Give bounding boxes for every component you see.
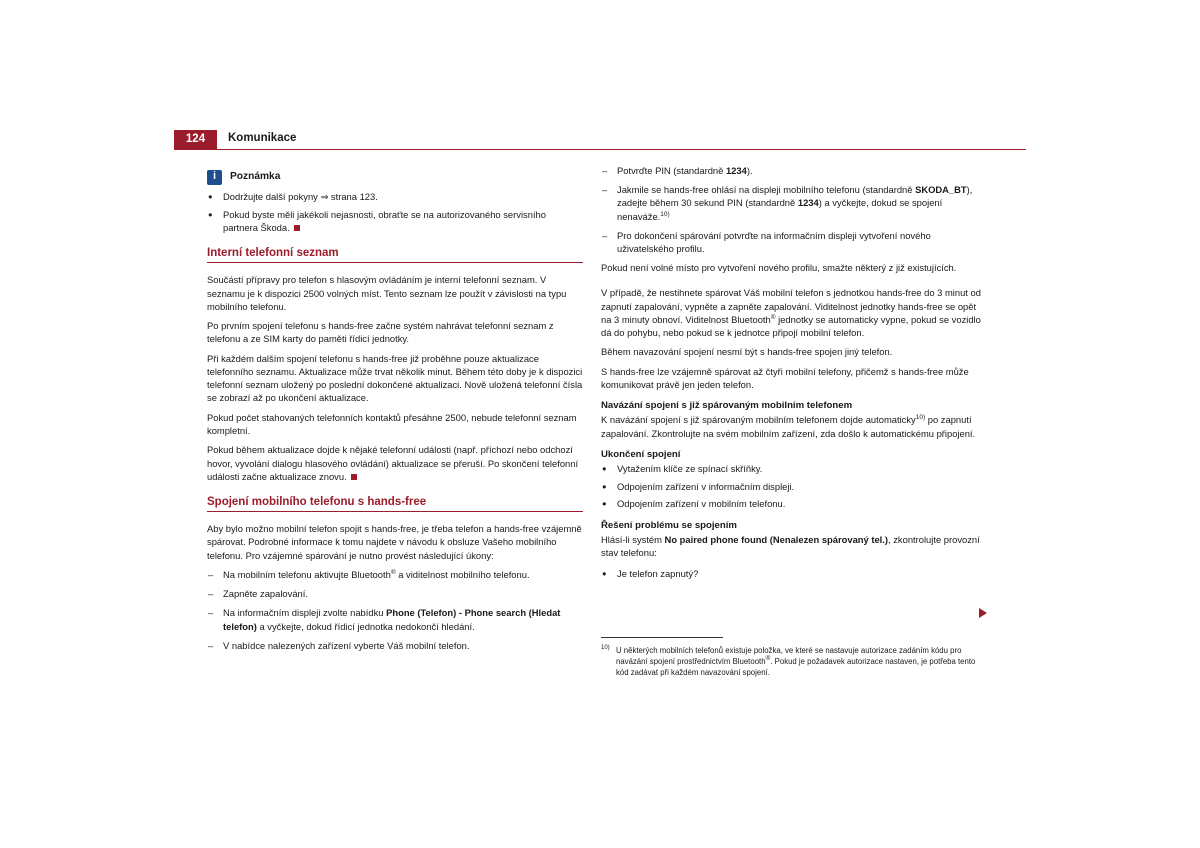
subsection-title-troubleshoot: Řešení problému se spojením	[601, 519, 737, 531]
step-item: – Zapněte zapalování.	[207, 587, 583, 600]
info-icon: i	[207, 170, 222, 185]
step-item: – V nabídce nalezených zařízení vyberte Váš mobilní telefon.	[207, 639, 583, 652]
paragraph: Při každém dalším spojení telefonu s hands-free již proběhne pouze aktualizace telefonního seznamu. Aktualizace může trvat několik minut. Během této doby je k dispozici telefonní seznam uložený po poslední dokončené aktualizaci. Nově uložená telefonní čísla se zobrazí až po ukončení aktualizace.	[207, 352, 583, 404]
note-header	[207, 168, 583, 186]
footnote-text: U některých mobilních telefonů existuje položka, ve které se nastavuje autorizace zadáním kódu pro navázání spojení prostřednictvím Bluetooth®. Pokud je požadavek autorizace nastaven, je potřeba tento kód zadávat při každém navazování spojení.	[616, 646, 976, 677]
step-item: – Potvrďte PIN (standardně 1234).	[601, 164, 985, 177]
end-mark-icon	[351, 474, 357, 480]
list-item: ● Odpojením zařízení v informačním displeji.	[601, 480, 985, 493]
list-item: ● Vytažením klíče ze spínací skříňky.	[601, 462, 985, 475]
paragraph: Po prvním spojení telefonu s hands-free začne systém nahrávat telefonní seznam z telefonu a ze SIM karty do paměti řídicí jednotky.	[207, 320, 554, 345]
note-title: Poznámka	[230, 171, 281, 183]
step-item: – Pro dokončení spárování potvrďte na informačním displeji vytvoření nového uživatelského profilu.	[601, 229, 985, 255]
page-header	[174, 128, 1026, 150]
paragraph: Aby bylo možno mobilní telefon spojit s hands-free, je třeba telefon a hands-free vzájemně spárovat. Podrobné informace k tomu najdete v návodu k obsluze Vašeho mobilního telefonu. Pro vzájemné spárování je nutno provést následující úkony:	[207, 523, 582, 561]
subsection-title-connect: Navázání spojení s již spárovaným mobilním telefonem	[601, 400, 853, 412]
note-bullet: ● Pokud byste měli jakékoli nejasnosti, obraťte se na autorizovaného servisního partnera Škoda.	[207, 208, 583, 234]
footnote-divider	[601, 637, 723, 638]
list-item: ● Je telefon zapnutý?	[601, 567, 985, 580]
note-bullet: ● Dodržujte další pokyny ⇒ strana 123.	[207, 190, 583, 203]
paragraph: Pokud během aktualizace dojde k nějaké telefonní události (např. příchozí nebo odchozí hovor, vyvolání dialogu hlasového ovládání) aktualizace se přeruší. Po skončení telefonní události začne aktualizace znovu.	[207, 444, 579, 482]
section-title-internal-phonebook: Interní telefonní seznam	[207, 247, 583, 263]
list-item: ● Odpojením zařízení v mobilním telefonu.	[601, 497, 985, 510]
paragraph: Hlásí-li systém No paired phone found (Nenalezen spárovaný tel.), zkontrolujte provozní stav telefonu:	[601, 533, 980, 559]
paragraph: S hands-free lze vzájemně spárovat až čtyři mobilní telefony, přičemž s hands-free může komunikovat právě jen jeden telefon.	[601, 365, 969, 391]
step-item: – Jakmile se hands-free ohlásí na displeji mobilního telefonu (standardně SKODA_BT), zadejte během 30 sekund PIN (standardně 1234) a vyčkejte, dokud se spojení nenaváže.$^{10)}$	[601, 183, 985, 223]
continue-arrow-icon	[979, 608, 987, 618]
footnote-number: 10)	[601, 645, 610, 651]
left-column	[207, 164, 583, 658]
paragraph: V případě, že nestihnete spárovat Váš mobilní telefon s jednotkou hands-free do 3 minut od zapnutí zapalování, vypněte a zapněte zapalování. Viditelnost jednotky hands-free se opět na 3 minuty obnoví. Viditelnost Bluetooth® jednotky se automaticky vypne, pokud se vozidlo dá do pohybu, nebo pokud se k jednotce připojí mobilní telefon.	[601, 287, 981, 339]
paragraph: Pokud není volné místo pro vytvoření nového profilu, smažte některý z již existujících.	[601, 262, 957, 274]
end-mark-icon	[294, 225, 300, 231]
paragraph: K navázání spojení s již spárovaným mobilním telefonem dojde automaticky$^{10)}$ po zapnutí zapalování. Zkontrolujte na svém mobilním zařízení, zda došlo k automatickému připojení.	[601, 414, 976, 439]
section-title-pairing: Spojení mobilního telefonu s hands-free	[207, 496, 583, 512]
paragraph: Součástí přípravy pro telefon s hlasovým ovládáním je interní telefonní seznam. V seznamu je k dispozici 2500 volných míst. Tento seznam lze použít v závislosti na typu mobilního telefonu.	[207, 274, 567, 312]
step-item: – Na mobilním telefonu aktivujte Bluetooth® a viditelnost mobilního telefonu.	[207, 568, 583, 581]
paragraph: Pokud počet stahovaných telefonních kontaktů přesáhne 2500, nebude telefonní seznam kompletní.	[207, 411, 577, 436]
footnote	[601, 645, 981, 678]
page-number: 124	[174, 130, 217, 149]
right-column	[601, 164, 985, 585]
chapter-title: Komunikace	[228, 132, 297, 144]
step-item: – Na informačním displeji zvolte nabídku Phone (Telefon) - Phone search (Hledat telefon) a vyčkejte, dokud řídicí jednotka nedokončí hledání.	[207, 606, 583, 632]
paragraph: Během navazování spojení nesmí být s hands-free spojen jiný telefon.	[601, 346, 893, 358]
subsection-title-end: Ukončení spojení	[601, 448, 681, 460]
